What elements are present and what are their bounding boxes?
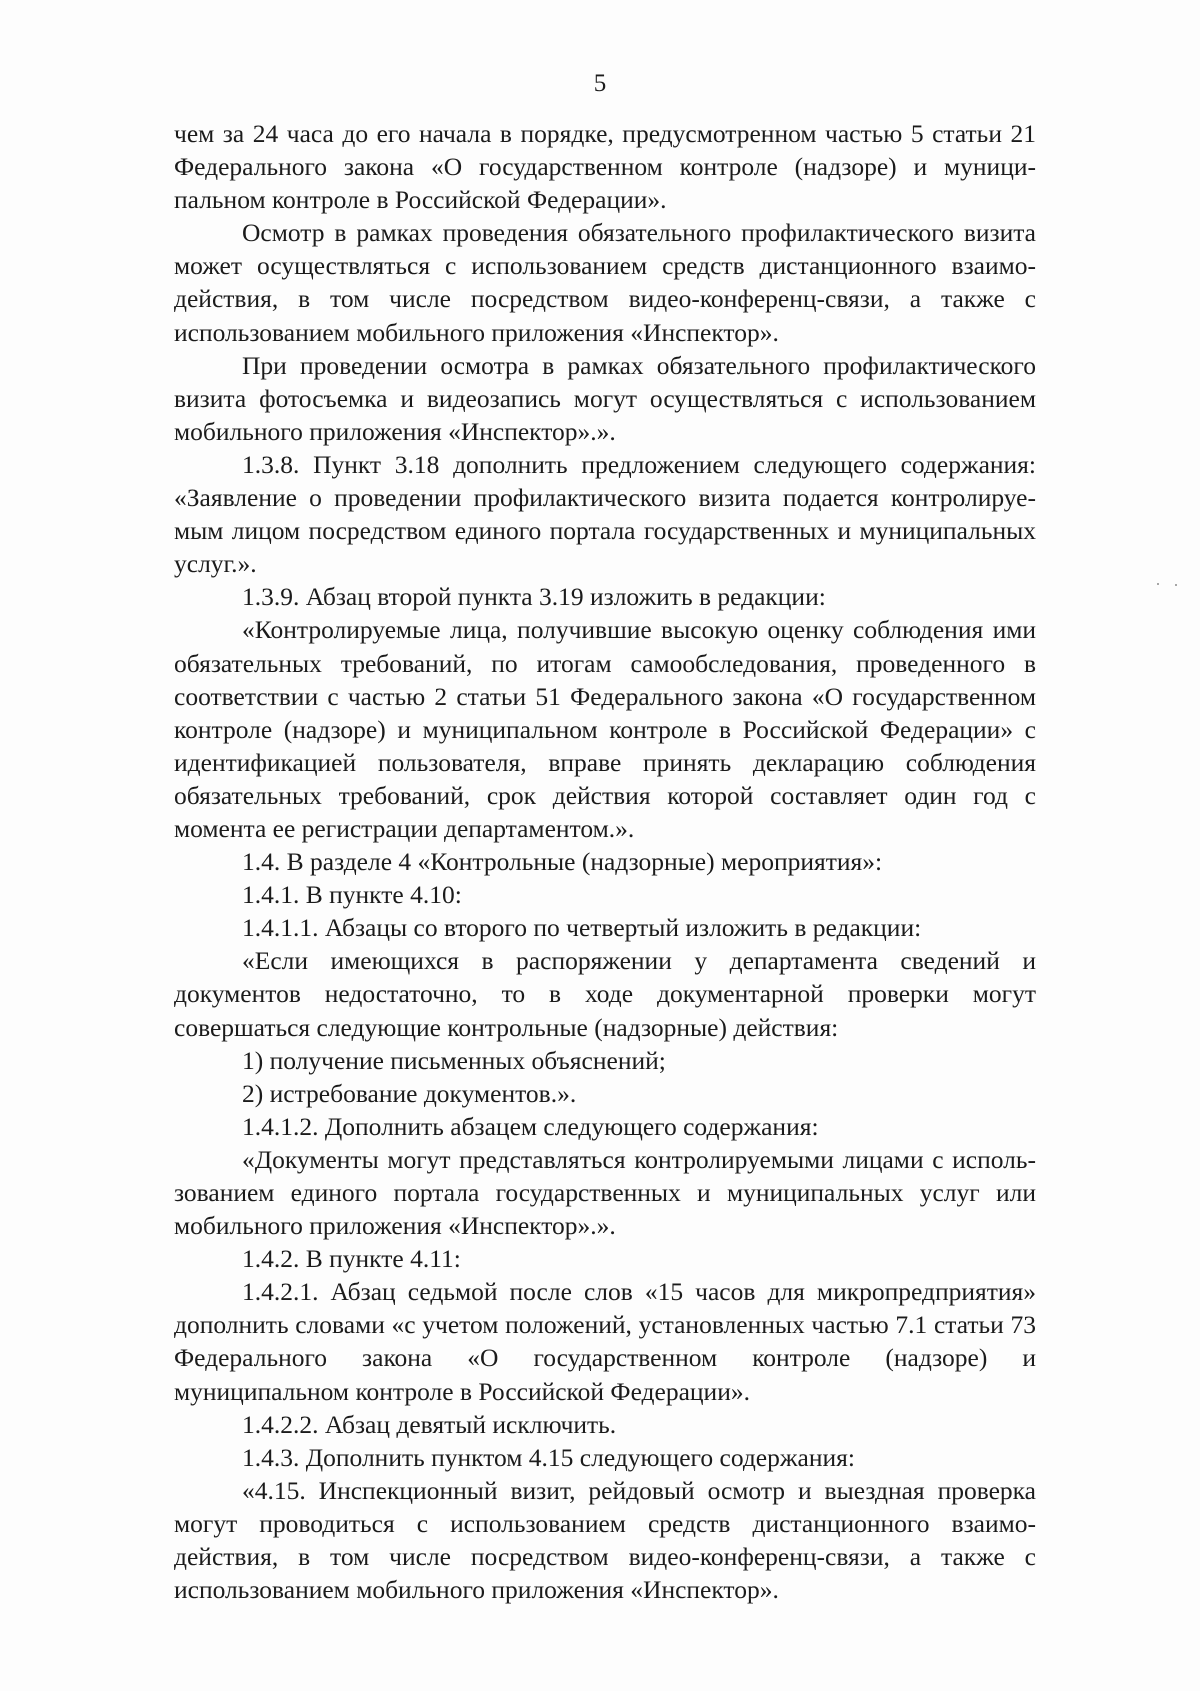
paragraph-8: 1.4.1. В пункте 4.10:: [242, 880, 462, 910]
paragraph-5: 1.3.9. Абзац второй пункта 3.19 изложить в редакции:: [242, 582, 826, 612]
paragraph-9: 1.4.1.1. Абзацы со второго по четвертый изложить в редакции:: [242, 913, 922, 943]
paragraph-12: 2) истребование документов.».: [242, 1078, 577, 1108]
paragraph-7: 1.4. В разделе 4 «Контрольные (надзорные) мероприятия»:: [242, 847, 883, 877]
scan-speck: [1157, 583, 1159, 585]
paragraph-14: «Документы могут представляться контролируемыми лицами с использованием единого портала государственных и муниципальных услуг или мобильного приложения «Инспектор».».: [174, 1144, 1036, 1241]
paragraph-4: 1.3.8. Пункт 3.18 дополнить предложением следующего содержания: «Заявление о проведении профилактического визита подается контролируемым лицом посредством единого портала государственных и муниципальных услуг.».: [174, 449, 1036, 579]
paragraph-17: 1.4.2.2. Абзац девятый исключить.: [242, 1409, 617, 1439]
paragraph-3: При проведении осмотра в рамках обязательного профилактического визита фотосъемка и видеозапись могут осуществляться с использованием мобильного приложения «Инспектор».».: [174, 350, 1036, 446]
paragraph-2: Осмотр в рамках проведения обязательного профилактического визита может осуществляться с использованием средств дистанционного взаимодействия, в том числе посредством видео-конференц-связи, а также с использованием мобильного приложения «Инспектор».: [174, 218, 1036, 347]
paragraph-6: «Контролируемые лица, получившие высокую оценку соблюдения ими обязательных требований, по итогам самообследования, проведенного в соответствии с частью 2 статьи 51 Федерального закона «О государственном контроле (надзоре) и муниципальном контроле в Российской Федерации» с идентификацией пользователя, вправе принять декларацию соблюдения обязательных требований, срок действия которой составляет один год с момента ее регистрации департаментом.».: [174, 615, 1036, 843]
scan-speck: [1175, 584, 1177, 586]
paragraph-10: «Если имеющихся в распоряжении у департамента сведений и документов недостаточно, то в ходе документарной проверки могут совершаться следующие контрольные (надзорные) действия:: [174, 946, 1036, 1042]
paragraph-11: 1) получение письменных объяснений;: [242, 1045, 666, 1075]
paragraph-19: «4.15. Инспекционный визит, рейдовый осмотр и выездная проверка могут проводиться с использованием средств дистанционного взаимодействия, в том числе посредством видео-конференц-связи, а также с использованием мобильного приложения «Инспектор».: [174, 1475, 1036, 1605]
paragraph-15: 1.4.2. В пункте 4.11:: [242, 1244, 461, 1274]
paragraph-16: 1.4.2.1. Абзац седьмой после слов «15 часов для микропредприятия» дополнить словами «с учетом положений, установленных частью 7.1 статьи 73 Федерального закона «О государственном контроле (надзоре) и муниципальном контроле в Российской Федерации».: [174, 1277, 1036, 1406]
document-body: [174, 117, 1036, 1606]
page-number: 5: [593, 70, 607, 97]
paragraph-18: 1.4.3. Дополнить пунктом 4.15 следующего содержания:: [242, 1442, 855, 1472]
paragraph-13: 1.4.1.2. Дополнить абзацем следующего содержания:: [242, 1111, 819, 1141]
paragraph-1: чем за 24 часа до его начала в порядке, предусмотренном частью 5 статьи 21 Федерального закона «О государственном контроле (надзоре) и муниципальном контроле в Российской Федерации».: [174, 119, 1036, 215]
